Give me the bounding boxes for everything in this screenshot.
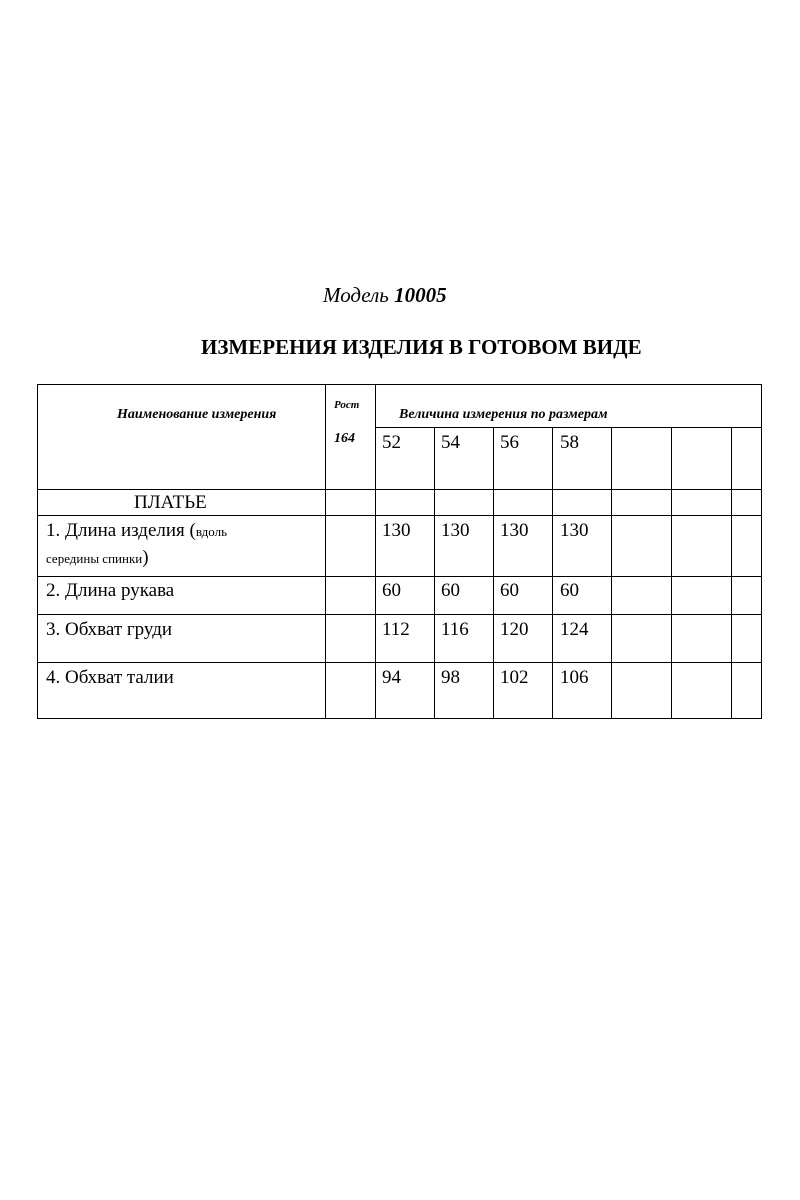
row-3-value-56: 120	[500, 619, 529, 640]
row-1-name-line2-small: середины спинки	[46, 551, 143, 566]
row-4-value-58: 106	[560, 667, 589, 688]
row-1-name-line2-end: )	[142, 547, 149, 568]
size-58: 58	[560, 432, 579, 453]
row-3-value-54: 116	[441, 619, 469, 640]
col-divider-54	[493, 427, 494, 719]
row-4-value-54: 98	[441, 667, 460, 688]
col-divider-56	[552, 427, 553, 719]
row-2-name: 2. Длина рукава	[46, 580, 175, 601]
row-1-name-main: 1. Длина изделия (	[46, 520, 196, 541]
col-divider-empty-1	[671, 427, 672, 719]
header-height-value: 164	[334, 431, 355, 446]
row-1-name	[46, 520, 227, 542]
row-2-value-58: 60	[560, 580, 579, 601]
size-52: 52	[382, 432, 401, 453]
table-border-bottom	[37, 718, 762, 719]
row-4-value-52: 94	[382, 667, 401, 688]
header-height-label: Рост	[334, 399, 360, 411]
col-divider-name	[325, 384, 326, 719]
size-56: 56	[500, 432, 519, 453]
col-divider-height	[375, 384, 376, 719]
table-border-top	[37, 384, 762, 385]
row3-bottom-line	[37, 662, 762, 663]
row-3-name: 3. Обхват груди	[46, 619, 173, 640]
row-1-name-line2	[46, 547, 149, 569]
header-sizes-label: Величина измерения по размерам	[399, 407, 608, 422]
row-2-value-54: 60	[441, 580, 460, 601]
col-divider-52	[434, 427, 435, 719]
row-4-name: 4. Обхват талии	[46, 667, 174, 688]
col-divider-empty-2	[731, 427, 732, 719]
row-1-name-small: вдоль	[195, 524, 228, 539]
row1-bottom-line	[37, 576, 762, 577]
model-number: 10005	[394, 283, 447, 307]
row-1-value-56: 130	[500, 520, 529, 541]
row-2-value-52: 60	[382, 580, 401, 601]
row-2-value-56: 60	[500, 580, 519, 601]
model-label: Модель	[323, 283, 389, 307]
table-border-right	[761, 384, 762, 719]
row-1-value-58: 130	[560, 520, 589, 541]
document-title: ИЗМЕРЕНИЯ ИЗДЕЛИЯ В ГОТОВОМ ВИДЕ	[201, 335, 642, 359]
table-border-left	[37, 384, 38, 719]
row-3-value-58: 124	[560, 619, 589, 640]
row2-bottom-line	[37, 614, 762, 615]
row-1-value-52: 130	[382, 520, 411, 541]
header-bottom-line	[37, 489, 762, 490]
row-1-value-54: 130	[441, 520, 470, 541]
row-4-value-56: 102	[500, 667, 529, 688]
row-3-value-52: 112	[382, 619, 410, 640]
col-divider-58	[611, 427, 612, 719]
section-bottom-line	[37, 515, 762, 516]
size-54: 54	[441, 432, 460, 453]
header-name-column: Наименование измерения	[117, 407, 277, 422]
section-title: ПЛАТЬЕ	[134, 492, 207, 513]
